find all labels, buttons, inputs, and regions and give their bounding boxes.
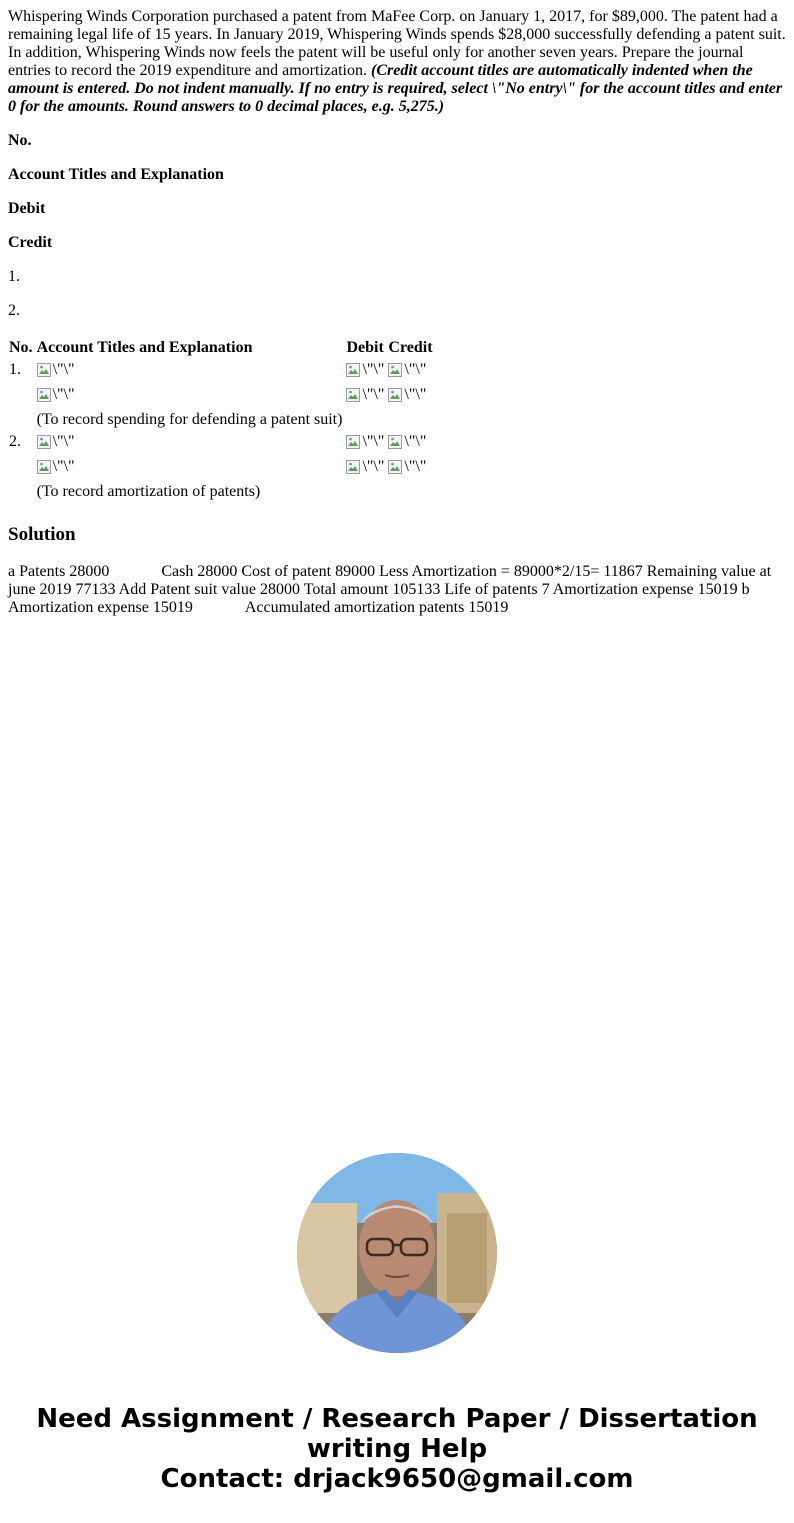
broken-image-icon bbox=[37, 435, 51, 449]
broken-image-icon bbox=[388, 388, 402, 402]
col-header-no: No. bbox=[9, 339, 33, 356]
col-header-account: Account Titles and Explanation bbox=[36, 339, 253, 356]
credit-input-image[interactable]: \"\" bbox=[388, 458, 426, 476]
solution-text bbox=[8, 563, 786, 617]
account-select-image[interactable]: \"\" bbox=[37, 433, 75, 451]
broken-image-icon bbox=[37, 460, 51, 474]
debit-input-image[interactable]: \"\" bbox=[346, 458, 384, 476]
header-credit: Credit bbox=[8, 234, 53, 251]
entry-no: 1. bbox=[9, 361, 21, 378]
credit-input-image[interactable]: \"\" bbox=[388, 386, 426, 404]
solution-part-a: a Patents 28000 bbox=[8, 563, 110, 580]
question-paragraph bbox=[8, 8, 786, 116]
broken-image-icon bbox=[37, 388, 51, 402]
account-select-image[interactable]: \"\" bbox=[37, 361, 75, 379]
promo-banner bbox=[0, 1404, 794, 1494]
col-header-debit: Debit bbox=[346, 339, 384, 356]
credit-input-image[interactable]: \"\" bbox=[388, 433, 426, 451]
table-row bbox=[8, 432, 434, 455]
entry-explanation: (To record amortization of patents) bbox=[36, 483, 261, 500]
broken-image-icon bbox=[37, 363, 51, 377]
account-select-image[interactable]: \"\" bbox=[37, 458, 75, 476]
entry-number-2: 2. bbox=[8, 302, 20, 319]
broken-image-icon bbox=[388, 363, 402, 377]
document-body bbox=[8, 8, 786, 617]
journal-header-row bbox=[8, 338, 434, 358]
broken-image-icon bbox=[388, 435, 402, 449]
credit-input-image[interactable]: \"\" bbox=[388, 361, 426, 379]
debit-input-image[interactable]: \"\" bbox=[346, 386, 384, 404]
promo-line-1: Need Assignment / Research Paper / Dissertation bbox=[36, 1404, 758, 1434]
broken-image-icon bbox=[346, 460, 360, 474]
table-row bbox=[8, 385, 434, 408]
entry-explanation: (To record spending for defending a patent suit) bbox=[36, 411, 343, 428]
table-row bbox=[8, 410, 434, 430]
question-text: Whispering Winds Corporation purchased a patent from MaFee Corp. on January 1, 2017, for $89,000. The patent had a remaining legal life of 15 years. In January 2019, Whispering Winds spends $28,000 successfully defending a patent suit. In addition, Whispering Winds now feels the patent will be useful only for another seven years. Prepare the journal entries to record the 2019 expenditure and amortization. bbox=[8, 8, 786, 79]
debit-input-image[interactable]: \"\" bbox=[346, 433, 384, 451]
entry-no: 2. bbox=[9, 433, 21, 450]
header-no: No. bbox=[8, 132, 32, 149]
solution-heading: Solution bbox=[8, 524, 76, 545]
table-row bbox=[8, 457, 434, 480]
solution-working: Cash 28000 Cost of patent 89000 Less Amortization = 89000*2/15= 11867 Remaining value at june 2019 77133 Add Patent suit value 28000 Total amount 105133 Life of patents 7 Amortization expense 15019 b Amortization expense 15019 bbox=[8, 563, 772, 616]
promo-line-2: writing Help bbox=[306, 1434, 488, 1464]
table-row bbox=[8, 482, 434, 502]
broken-image-icon bbox=[388, 460, 402, 474]
author-photo bbox=[297, 1153, 497, 1353]
journal-entry-table bbox=[6, 336, 436, 504]
broken-image-icon bbox=[346, 435, 360, 449]
debit-input-image[interactable]: \"\" bbox=[346, 361, 384, 379]
promo-contact: Contact: drjack9650@gmail.com bbox=[160, 1464, 634, 1494]
header-debit: Debit bbox=[8, 200, 46, 217]
entry-number-1: 1. bbox=[8, 268, 20, 285]
col-header-credit: Credit bbox=[388, 339, 433, 356]
broken-image-icon bbox=[346, 363, 360, 377]
broken-image-icon bbox=[346, 388, 360, 402]
table-row bbox=[8, 360, 434, 383]
question-instructions: (Credit account titles are automatically indented when the amount is entered. Do not indent manually. If no entry is required, select \"No entry\" for the account titles and enter 0 for the amounts. Round answers to 0 decimal places, e.g. 5,275.) bbox=[8, 62, 783, 115]
account-select-image[interactable]: \"\" bbox=[37, 386, 75, 404]
header-account-titles: Account Titles and Explanation bbox=[8, 166, 224, 183]
solution-part-b: Accumulated amortization patents 15019 bbox=[244, 599, 509, 616]
